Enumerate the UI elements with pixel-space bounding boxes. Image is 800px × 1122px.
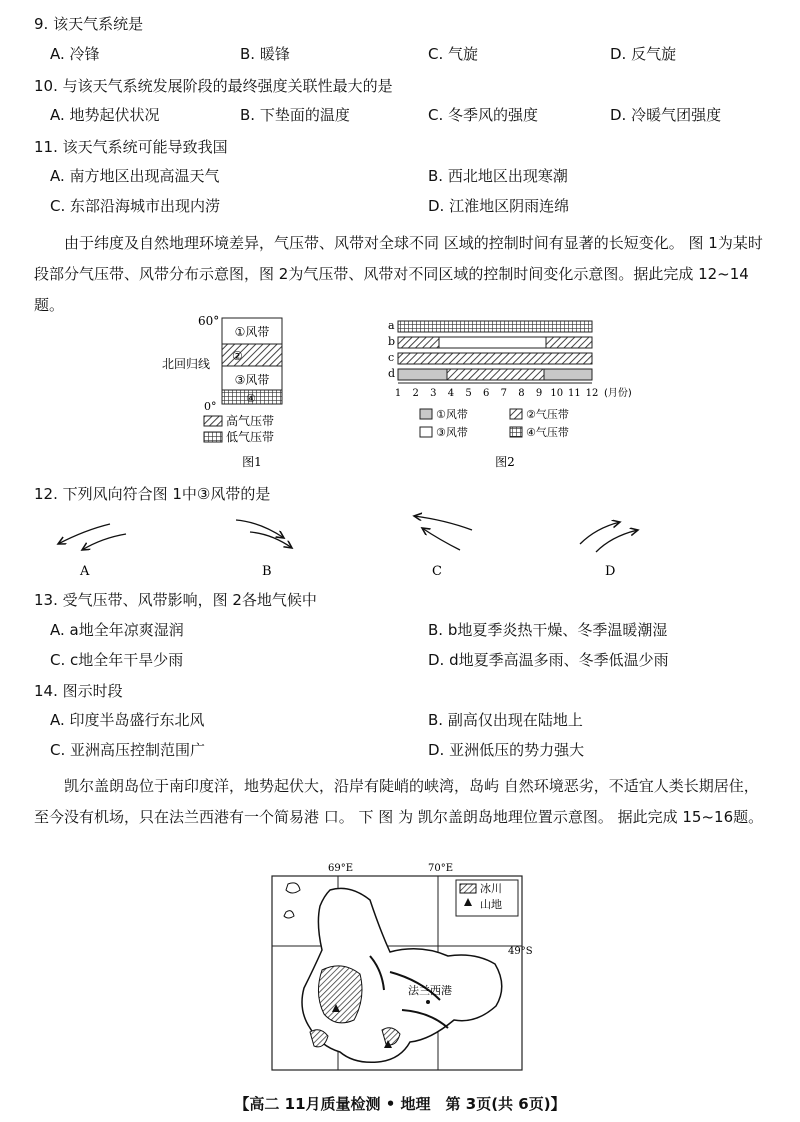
islet-northwest	[286, 883, 300, 893]
month-tick-10: 10	[550, 388, 564, 399]
month-tick-5: 5	[465, 388, 472, 399]
question-14-option-a[interactable]: A. 印度半岛盛行东北风	[50, 711, 205, 729]
legend-1-swatch	[420, 409, 432, 419]
page-footer: 【高二 11月质量检测 • 地理 第 3页(共 6页)】	[234, 1095, 566, 1113]
question-11-stem: 11. 该天气系统可能导致我国	[34, 138, 228, 156]
row-c-label: c	[388, 351, 395, 364]
legend-glacier-label: 冰川	[480, 882, 502, 895]
month-tick-4: 4	[447, 388, 455, 399]
port-label: 法兰西港	[408, 984, 452, 997]
wind-option-a[interactable]	[58, 524, 126, 550]
tropic-label: 北回归线	[162, 357, 211, 371]
legend-low-label: 低气压带	[226, 430, 275, 444]
month-tick-11: 11	[567, 388, 581, 399]
month-tick-12: 12	[585, 388, 599, 399]
legend-mountain-label: 山地	[480, 898, 502, 911]
legend-2-label: ②气压带	[526, 408, 569, 421]
legend-low-swatch	[204, 432, 222, 442]
question-14-option-c[interactable]: C. 亚洲高压控制范围广	[50, 741, 206, 759]
question-11-option-a[interactable]: A. 南方地区出现高温天气	[50, 167, 220, 185]
row-a-bar	[398, 321, 592, 332]
month-tick-2: 2	[412, 388, 419, 399]
figure-1-pressure-wind-belts	[160, 312, 320, 472]
question-10-option-c[interactable]: C. 冬季风的强度	[428, 106, 539, 124]
question-14-stem: 14. 图示时段	[34, 682, 123, 700]
question-13-option-d[interactable]: D. d地夏季高温多雨、冬季低温少雨	[428, 651, 669, 669]
legend-2-swatch	[510, 409, 522, 419]
kerguelen-map	[270, 860, 540, 1075]
figure-1-caption: 图1	[242, 455, 262, 469]
figure-2-control-time	[380, 312, 650, 472]
row-b-label: b	[388, 335, 396, 348]
row-d-hatched-segment	[447, 369, 544, 380]
month-tick-7: 7	[500, 388, 508, 399]
month-tick-3: 3	[430, 388, 437, 399]
question-10-option-d[interactable]: D. 冷暖气团强度	[610, 106, 722, 124]
band-3-label: ③风带	[234, 373, 270, 387]
port-marker	[426, 1000, 430, 1004]
question-12-wind-options	[40, 508, 660, 580]
month-tick-1: 1	[394, 388, 402, 399]
wind-option-c-label: C	[432, 564, 442, 579]
question-13-option-a[interactable]: A. a地全年凉爽湿润	[50, 621, 184, 639]
legend-4-swatch	[510, 427, 522, 437]
question-10-option-a[interactable]: A. 地势起伏状况	[50, 106, 160, 124]
lat-0-label: 0°	[204, 400, 217, 413]
wind-option-b[interactable]	[236, 520, 292, 548]
question-10-stem: 10. 与该天气系统发展阶段的最终强度关联性最大的是	[34, 77, 393, 95]
intro-paragraph-15-16: 凯尔盖朗岛位于南印度洋，地势起伏大，沿岸有陡峭的峡湾，岛屿 自然环境恶劣，不适宜人类长期居住，至今没有机场，只在法兰西港有一个简易港 口。 下 图 为 凯尔盖朗岛地理位置示意图。 据此完成 15~16题。	[34, 777, 764, 826]
question-9-option-d[interactable]: D. 反气旋	[610, 45, 677, 63]
question-9-option-c[interactable]: C. 气旋	[428, 45, 479, 63]
row-c-bar	[398, 353, 592, 364]
legend-high-swatch	[204, 416, 222, 426]
question-11-option-b[interactable]: B. 西北地区出现寒潮	[428, 167, 568, 185]
month-tick-6: 6	[482, 388, 490, 399]
legend-3-swatch	[420, 427, 432, 437]
glacier-main	[318, 966, 362, 1023]
question-9-stem: 9. 该天气系统是	[34, 15, 144, 33]
question-13-option-c[interactable]: C. c地全年干旱少雨	[50, 651, 184, 669]
question-9-option-a[interactable]: A. 冷锋	[50, 45, 100, 63]
intro-paragraph-12-14: 由于纬度及自然地理环境差异，气压带、风带对全球不同 区域的控制时间有显著的长短变化。 图 1为某时段部分气压带、风带分布示意图，图 2为气压带、风带对不同区域的控制时间变化示意图。据此完成 12~14题。	[34, 234, 763, 314]
lon-69-label: 69°E	[328, 863, 354, 874]
band-4-label: ④	[246, 392, 256, 405]
legend-1-label: ①风带	[436, 408, 468, 421]
row-a-label: a	[388, 319, 395, 332]
question-10-option-b[interactable]: B. 下垫面的温度	[240, 106, 350, 124]
legend-high-label: 高气压带	[226, 414, 275, 428]
month-unit: (月份)	[604, 388, 632, 399]
legend-glacier-swatch	[460, 884, 476, 893]
lat-60-label: 60°	[198, 314, 220, 328]
lon-70-label: 70°E	[428, 863, 454, 874]
question-14-option-d[interactable]: D. 亚洲低压的势力强大	[428, 741, 585, 759]
wind-option-c[interactable]	[414, 516, 472, 550]
month-tick-9: 9	[535, 388, 543, 399]
band-2	[222, 344, 282, 366]
figure-2-caption: 图2	[495, 455, 515, 469]
row-d-label: d	[388, 367, 396, 380]
question-11-option-c[interactable]: C. 东部沿海城市出现内涝	[50, 197, 221, 215]
month-tick-labels	[395, 388, 599, 399]
question-12-stem: 12. 下列风向符合图 1中③风带的是	[34, 485, 271, 503]
row-b-white-segment	[439, 337, 546, 348]
band-1-label: ①风带	[234, 325, 270, 339]
question-13-option-b[interactable]: B. b地夏季炎热干燥、冬季温暖潮湿	[428, 621, 668, 639]
legend-3-label: ③风带	[436, 426, 468, 439]
question-13-stem: 13. 受气压带、风带影响，图 2各地气候中	[34, 591, 317, 609]
wind-option-b-label: B	[262, 564, 272, 579]
question-9-option-b[interactable]: B. 暖锋	[240, 45, 290, 63]
wind-option-d[interactable]	[580, 522, 638, 552]
question-14-option-b[interactable]: B. 副高仅出现在陆地上	[428, 711, 583, 729]
month-tick-8: 8	[518, 388, 525, 399]
lat-49-label: 49°S	[508, 946, 533, 957]
legend-4-label: ④气压带	[526, 426, 569, 439]
wind-option-d-label: D	[605, 564, 616, 579]
wind-option-a-label: A	[80, 564, 90, 579]
band-2-label: ②	[232, 349, 243, 363]
question-11-option-d[interactable]: D. 江淮地区阴雨连绵	[428, 197, 570, 215]
